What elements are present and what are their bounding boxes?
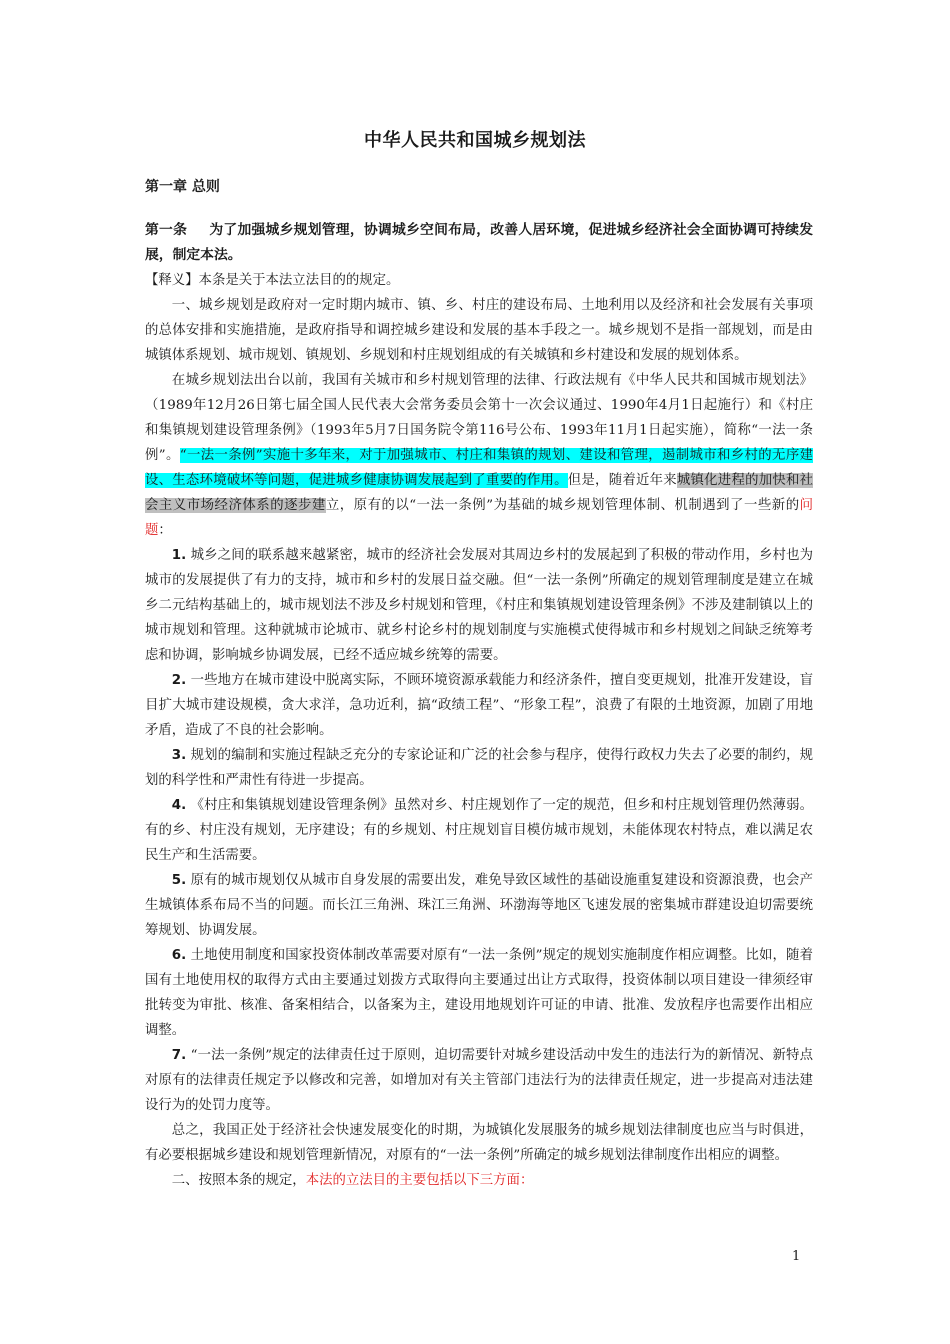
cyan-highlight: “一法一条例”实施十多年来，对于加强城市、村庄和集镇的规划、建设和管理，遏制城市和乡村的无序建设、生态环境破坏等问题，促进城乡健康协调发展起到了重要的作用。 — [145, 448, 813, 488]
article-label: 第一条 — [145, 222, 188, 238]
list-item-1 — [145, 543, 813, 668]
list-item-text: 原有的城市规划仅从城市自身发展的需要出发，难免导致区域性的基础设施重复建设和资源浪费，也会产生城镇体系布局不当的问题。而长江三角洲、珠江三角洲、环渤海等地区飞速发展的密集城市群建设迫切需要统筹规划、协调发展。 — [145, 873, 813, 938]
paragraph-2 — [145, 368, 813, 543]
document-title: 中华人民共和国城乡规划法 — [364, 130, 586, 151]
paragraph-2-text-c: 立，原有的以“一法一条例”为基础的城乡规划管理体制、机制遇到了一些新的 — [325, 498, 800, 513]
list-item-text: “一法一条例”规定的法律责任过于原则，迫切需要针对城乡建设活动中发生的违法行为的新情况、新特点对原有的法律责任规定予以修改和完善，如增加对有关主管部门违法行为的法律责任规定，进一步提高对违法建设行为的处罚力度等。 — [145, 1048, 813, 1113]
gray-highlight: 城镇化进程的加快和社会主义市场经济体系的逐步建 — [145, 473, 814, 513]
list-item-number: 3. — [171, 748, 187, 763]
list-item-number: 7. — [171, 1048, 187, 1063]
list-item-7 — [145, 1043, 813, 1118]
list-item-3 — [145, 743, 813, 793]
list-item-text: 一些地方在城市建设中脱离实际，不顾环境资源承载能力和经济条件，擅自变更规划，批准开发建设，盲目扩大城市建设规模，贪大求洋，急功近利，搞“政绩工程”、“形象工程”，浪费了有限的土地资源，加剧了用地矛盾，造成了不良的社会影响。 — [145, 673, 813, 738]
list-item-number: 4. — [171, 798, 187, 813]
list-item-text: 规划的编制和实施过程缺乏充分的专家论证和广泛的社会参与程序，使得行政权力失去了必要的制约，规划的科学性和严肃性有待进一步提高。 — [145, 748, 813, 788]
red-text-purpose: 本法的立法目的主要包括以下三方面： — [305, 1173, 534, 1188]
paragraph-2-text-d: ： — [158, 523, 172, 538]
paragraph-1: 一、城乡规划是政府对一定时期内城市、镇、乡、村庄的建设布局、土地利用以及经济和社会发展有关事项的总体安排和实施措施，是政府指导和调控城乡建设和发展的基本手段之一。城乡规划不是指一部规划，而是由城镇体系规划、城市规划、镇规划、乡规划和村庄规划组成的有关城镇和乡村建设和发展的规划体系。 — [145, 298, 813, 363]
list-item-text: 城乡之间的联系越来越紧密，城市的经济社会发展对其周边乡村的发展起到了积极的带动作用，乡村也为城市的发展提供了有力的支持，城市和乡村的发展日益交融。但“一法一条例”所确定的规划管理制度是建立在城乡二元结构基础上的，城市规划法不涉及乡村规划和管理，《村庄和集镇规划建设管理条例》不涉及建制镇以上的城市规划和管理。这种就城市论城市、就乡村论乡村的规划制度与实施模式使得城市和乡村规划之间缺乏统筹考虑和协调，影响城乡协调发展，已经不适应城乡统筹的需要。 — [145, 548, 813, 663]
list-item-2 — [145, 668, 813, 743]
paragraph-3 — [145, 1168, 813, 1193]
list-item-text: 土地使用制度和国家投资体制改革需要对原有“一法一条例”规定的规划实施制度作相应调整。比如，随着国有土地使用权的取得方式由主要通过划拨方式取得向主要通过出让方式取得，投资体制以项目建设一律须经审批转变为审批、核准、备案相结合，以备案为主，建设用地规划许可证的申请、批准、发放程序也需要作出相应调整。 — [145, 948, 813, 1038]
red-text-issue: 问题 — [145, 498, 813, 538]
page-number: 1 — [792, 1249, 801, 1264]
paragraph-2-text-a: 在城乡规划法出台以前，我国有关城市和乡村规划管理的法律、行政法规有《中华人民共和国城市规划法》（1989年12月26日第七届全国人民代表大会常务委员会第十一次会议通过、1990年4月1日起施行）和《村庄和集镇规划建设管理条例》（1993年5月7日国务院令第116号公布、1993年11月1日起实施），简称“一法一条例”。 — [145, 373, 813, 463]
list-item-5 — [145, 868, 813, 943]
list-item-6 — [145, 943, 813, 1043]
list-item-number: 5. — [171, 873, 187, 888]
paragraph-3-text: 二、按照本条的规定， — [171, 1173, 306, 1188]
chapter-heading: 第一章 总则 — [145, 179, 220, 195]
shiyi-paragraph: 【释义】本条是关于本法立法目的的规定。 — [145, 273, 400, 288]
list-item-number: 2. — [171, 673, 187, 688]
document-body — [145, 218, 813, 1193]
list-item-text: 《村庄和集镇规划建设管理条例》虽然对乡、村庄规划作了一定的规范，但乡和村庄规划管理仍然薄弱。有的乡、村庄没有规划，无序建设；有的乡规划、村庄规划盲目模仿城市规划，未能体现农村特点，难以满足农民生产和生活需要。 — [145, 798, 813, 863]
list-item-number: 1. — [171, 548, 187, 563]
summary-paragraph: 总之，我国正处于经济社会快速发展变化的时期，为城镇化发展服务的城乡规划法律制度也应当与时俱进，有必要根据城乡建设和规划管理新情况，对原有的“一法一条例”所确定的城乡规划法律制度作出相应的调整。 — [145, 1123, 813, 1163]
paragraph-2-text-b: 但是，随着近年来 — [567, 473, 677, 488]
list-item-number: 6. — [171, 948, 187, 963]
article-1 — [145, 218, 813, 268]
list-item-4 — [145, 793, 813, 868]
article-text: 为了加强城乡规划管理，协调城乡空间布局，改善人居环境，促进城乡经济社会全面协调可持续发展，制定本法。 — [145, 222, 814, 263]
